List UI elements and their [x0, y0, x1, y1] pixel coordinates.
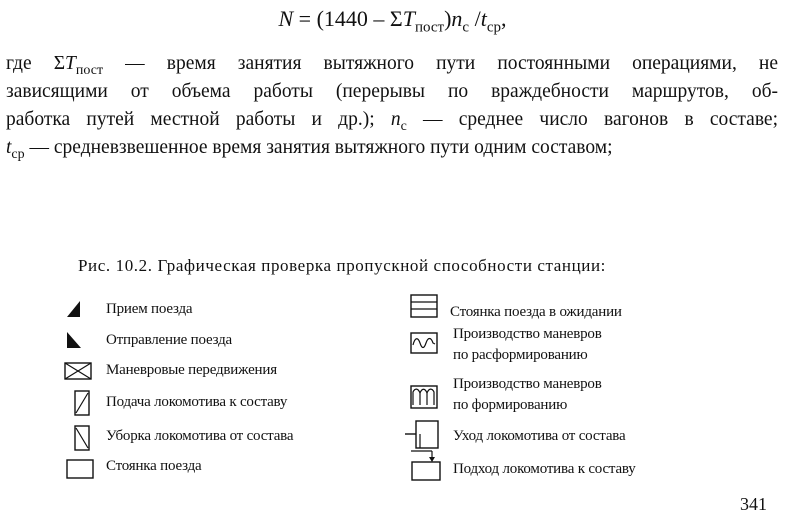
- var-T: T: [65, 53, 76, 74]
- var-t: t: [6, 137, 12, 158]
- var-T-sub: пост: [75, 62, 104, 78]
- formula-T-sub: пост: [414, 19, 445, 36]
- legend-disbanding-shunting-line-1: Производство маневров: [453, 326, 602, 342]
- text-run: — среднее число вагонов в составе;: [406, 109, 778, 130]
- legend-disbanding-shunting-line-2: по расформированию: [453, 347, 588, 363]
- var-n: n: [390, 109, 401, 130]
- formula: [0, 6, 785, 36]
- locomotive-removal-icon: [74, 425, 90, 451]
- figure-caption: Рис. 10.2. Графическая проверка пропускной способности станции:: [78, 256, 607, 275]
- text-run: — средневзвешенное время занятия вытяжного пути одним составом;: [24, 137, 613, 158]
- formula-n-sub: с: [462, 19, 470, 36]
- page-number: 341: [740, 494, 767, 514]
- formula-T: T: [402, 6, 415, 31]
- train-waiting-icon: [410, 294, 438, 318]
- paragraph-line-4: [6, 134, 778, 162]
- paragraph-line-3: [6, 106, 778, 134]
- text-run: — время занятия вытяжного пути постоянными операциями, не: [103, 53, 779, 74]
- var-n-sub: с: [400, 118, 407, 134]
- formula-eq: = (1440 – Σ: [293, 6, 403, 31]
- formula-N: N: [278, 6, 294, 31]
- paragraph-line-1: [6, 50, 778, 78]
- shunting-movement-icon: [64, 362, 92, 380]
- locomotive-supply-icon: [74, 390, 90, 416]
- formula-slash: /: [469, 6, 481, 31]
- locomotive-approach-icon: [408, 448, 442, 482]
- legend-train-waiting: Стоянка поезда в ожидании: [450, 304, 622, 320]
- formula-tail: ,: [501, 6, 507, 31]
- disbanding-shunting-icon: [410, 332, 438, 354]
- legend-locomotive-approach: Подход локомотива к составу: [453, 461, 636, 477]
- legend-locomotive-removal: Уборка локомотива от состава: [106, 428, 294, 444]
- train-departure-icon: [66, 331, 82, 349]
- definitions-paragraph: [6, 50, 778, 162]
- legend-train-departure: Отправление поезда: [106, 332, 232, 348]
- legend-locomotive-supply: Подача локомотива к составу: [106, 394, 288, 410]
- legend-locomotive-departure: Уход локомотива от состава: [453, 428, 626, 444]
- text-run: работка путей местной работы и др.);: [6, 109, 391, 130]
- train-arrival-icon: [66, 300, 82, 318]
- legend-train-arrival: Прием поезда: [106, 301, 193, 317]
- formula-t-sub: ср: [486, 19, 502, 36]
- formula-t: t: [480, 6, 487, 31]
- legend-forming-shunting-line-1: Производство маневров: [453, 376, 602, 392]
- formula-close: ): [444, 6, 452, 31]
- formula-n: n: [451, 6, 463, 31]
- paragraph-line-2: зависящими от объема работы (перерывы по враждебности маршрутов, об-: [6, 81, 778, 102]
- text-run: где Σ: [6, 53, 66, 74]
- legend-shunting-movement: Маневровые передвижения: [106, 362, 277, 378]
- legend-forming-shunting-line-2: по формированию: [453, 397, 568, 413]
- legend-train-standing: Стоянка поезда: [106, 458, 202, 474]
- var-t-sub: ср: [11, 146, 25, 162]
- train-standing-icon: [66, 459, 94, 479]
- forming-shunting-icon: [410, 385, 438, 409]
